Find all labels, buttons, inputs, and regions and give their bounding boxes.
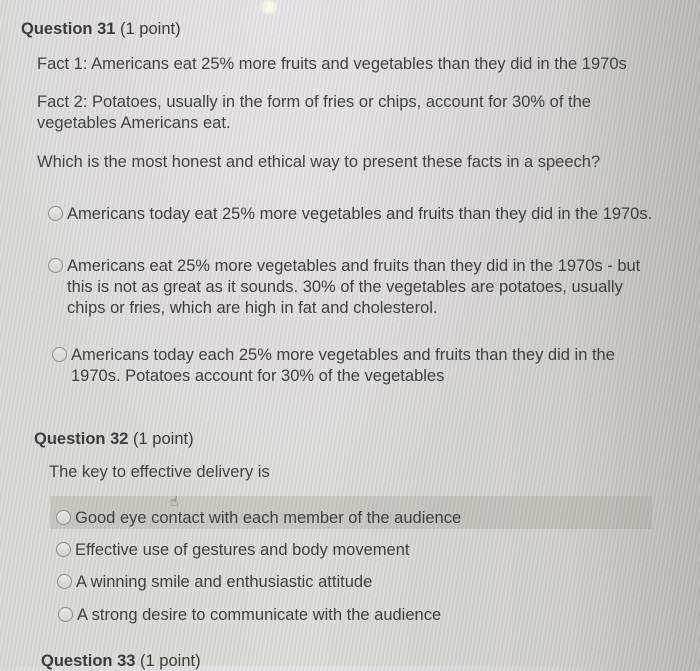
question-32-option-3[interactable] xyxy=(57,572,647,593)
question-points: (1 point) xyxy=(120,20,181,38)
option-label: A winning smile and enthusiastic attitude xyxy=(76,573,373,591)
question-points: (1 point) xyxy=(140,652,201,670)
hand-pointer-cursor-icon: ☝ xyxy=(170,493,179,509)
question-31-fact-1: Fact 1: Americans eat 25% more fruits and vegetables than they did in the 1970s xyxy=(37,55,627,73)
question-points: (1 point) xyxy=(133,430,194,448)
radio-button-icon[interactable] xyxy=(52,347,67,362)
option-label: A strong desire to communicate with the audience xyxy=(77,606,442,624)
question-number: Question 31 xyxy=(21,20,116,38)
question-32-option-2[interactable] xyxy=(56,540,646,561)
screen-glare xyxy=(258,0,280,14)
question-31-fact-2: Fact 2: Potatoes, usually in the form of fries or chips, account for 30% of the vegetables Americans eat. xyxy=(37,93,591,132)
question-32-prompt: The key to effective delivery is xyxy=(49,463,270,481)
question-33-header xyxy=(41,652,201,671)
question-number: Question 32 xyxy=(34,430,129,448)
question-31-option-3[interactable] xyxy=(52,345,632,387)
question-32-option-1[interactable] xyxy=(56,508,646,529)
option-label: Americans today each 25% more vegetables and fruits than they did in the 1970s. Potatoes account for 30% of the vegetables xyxy=(71,346,615,385)
radio-button-icon[interactable] xyxy=(57,574,72,589)
radio-button-icon[interactable] xyxy=(48,206,63,221)
question-31-header xyxy=(21,20,181,39)
radio-button-icon[interactable] xyxy=(58,607,73,622)
question-32-header xyxy=(34,430,194,449)
question-32-option-4[interactable] xyxy=(58,605,648,626)
question-number: Question 33 xyxy=(41,652,136,670)
question-31-option-2[interactable] xyxy=(48,256,663,319)
option-label: Good eye contact with each member of the audience xyxy=(75,509,462,527)
radio-button-icon[interactable] xyxy=(48,258,63,273)
option-label: Americans today eat 25% more vegetables and fruits than they did in the 1970s. xyxy=(67,205,653,223)
radio-button-icon[interactable] xyxy=(56,510,71,525)
option-label: Americans eat 25% more vegetables and fruits than they did in the 1970s - but this is not as great as it sounds. 30% of the vegetables are potatoes, usually chips or fries, which are high in fat and cholesterol. xyxy=(67,257,641,317)
question-31-prompt: Which is the most honest and ethical way to present these facts in a speech? xyxy=(37,153,601,171)
radio-button-icon[interactable] xyxy=(56,542,71,557)
option-label: Effective use of gestures and body movement xyxy=(75,541,410,559)
question-31-option-1[interactable] xyxy=(48,204,688,225)
